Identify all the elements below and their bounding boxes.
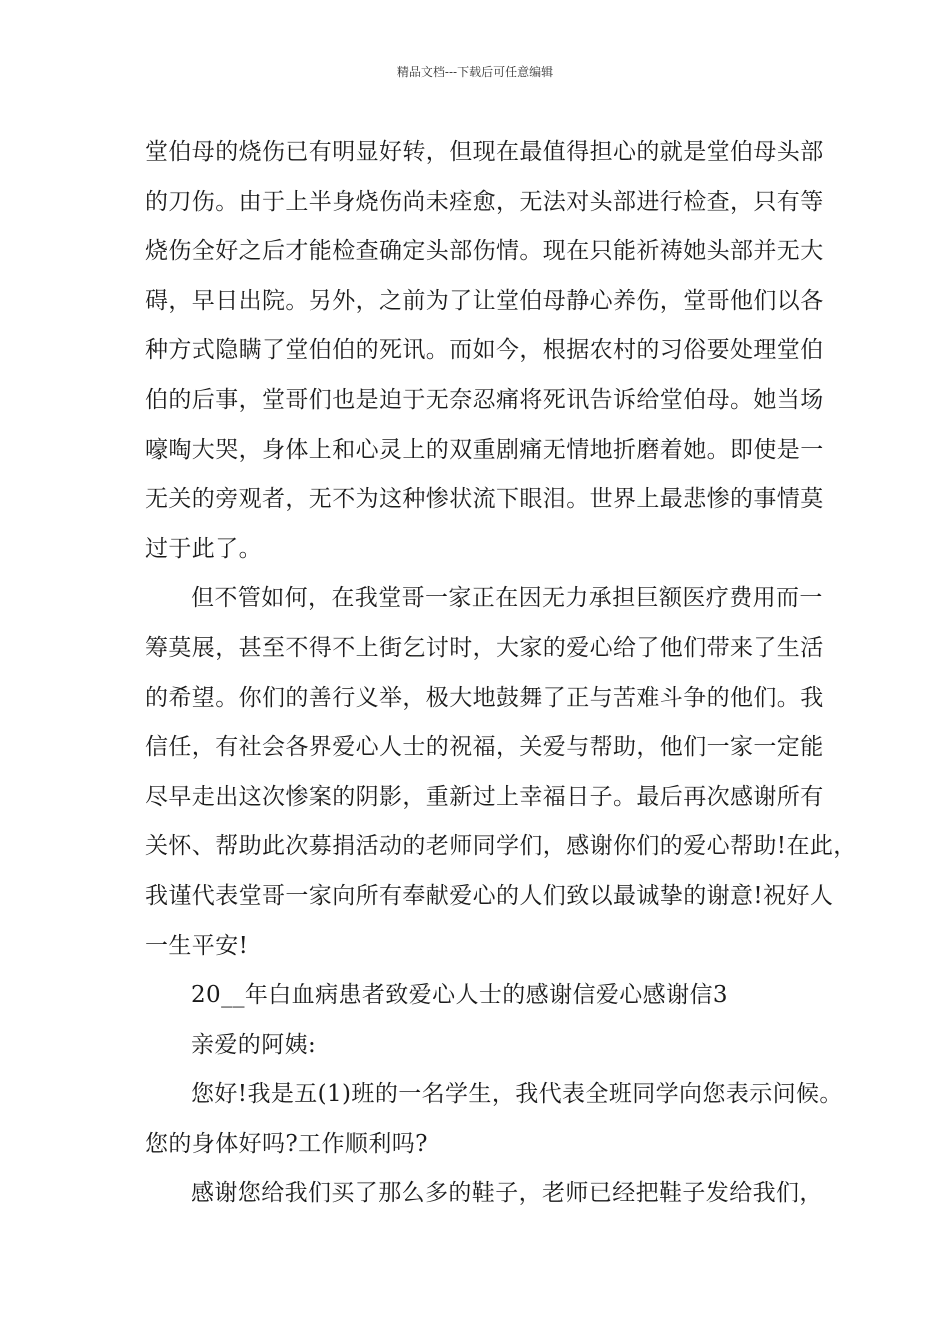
text-line: 堂伯母的烧伤已有明显好转，但现在最值得担心的就是堂伯母头部	[145, 139, 824, 165]
text-line: 筹莫展，甚至不得不上街乞讨时，大家的爱心给了他们带来了生活	[145, 634, 824, 661]
text-line: 尽早走出这次惨案的阴影，重新过上幸福日子。最后再次感谢所有	[145, 783, 824, 810]
text-line: 伯的后事，堂哥们也是迫于无奈忍痛将死讯告诉给堂伯母。她当场	[145, 386, 824, 413]
text-line: 您的身体好吗?工作顺利吗?	[145, 1130, 428, 1157]
document-body	[145, 128, 857, 1219]
text-line: 我谨代表堂哥一家向所有奉献爱心的人们致以最诚挚的谢意!祝好人	[145, 882, 834, 909]
paragraph-start-line: 感谢您给我们买了那么多的鞋子，老师已经把鞋子发给我们，	[191, 1180, 823, 1207]
text-line: 的刀伤。由于上半身烧伤尚未痊愈，无法对头部进行检查，只有等	[145, 188, 824, 215]
paragraph-start-line: 但不管如何，在我堂哥一家正在因无力承担巨额医疗费用而一	[191, 585, 823, 612]
text-line: 无关的旁观者，无不为这种惨状流下眼泪。世界上最悲惨的事情莫	[145, 486, 824, 513]
text-line: 关怀、帮助此次募捐活动的老师同学们，感谢你们的爱心帮助!在此，	[145, 833, 857, 860]
page-header: 精品文档---下载后可任意编辑	[396, 65, 554, 79]
letter-salutation: 亲爱的阿姨:	[191, 1031, 317, 1058]
text-line: 一生平安!	[145, 932, 249, 959]
text-line: 的希望。你们的善行义举，极大地鼓舞了正与苦难斗争的他们。我	[145, 684, 824, 711]
text-line: 烧伤全好之后才能检查确定头部伤情。现在只能祈祷她头部并无大	[145, 238, 824, 265]
text-line: 嚎啕大哭，身体上和心灵上的双重剧痛无情地折磨着她。即使是一	[145, 436, 824, 463]
text-line: 信任，有社会各界爱心人士的祝福，关爱与帮助，他们一家一定能	[145, 734, 824, 761]
text-line: 过于此了。	[145, 535, 262, 562]
text-line: 种方式隐瞒了堂伯伯的死讯。而如今，根据农村的习俗要处理堂伯	[145, 337, 824, 364]
letter-title: 20__年白血病患者致爱心人士的感谢信爱心感谢信3	[191, 982, 728, 1009]
paragraph-start-line: 您好!我是五(1)班的一名学生，我代表全班同学向您表示问候。	[191, 1081, 843, 1108]
text-line: 碍，早日出院。另外，之前为了让堂伯母静心养伤，堂哥他们以各	[145, 287, 824, 314]
